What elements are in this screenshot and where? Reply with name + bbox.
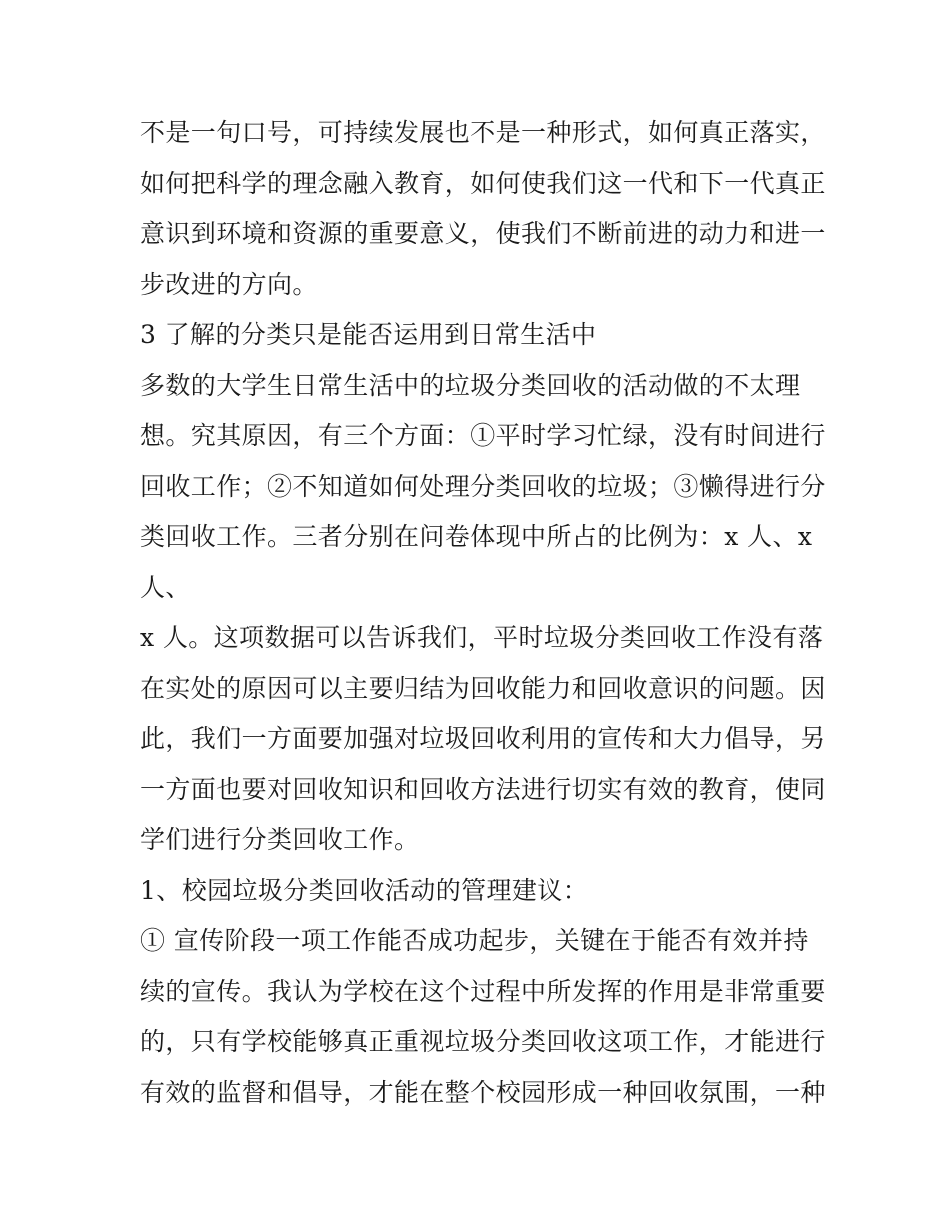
- text-line: x 人。这项数据可以告诉我们，平时垃圾分类回收工作没有落: [140, 623, 824, 652]
- section-heading-1: 1、校园垃圾分类回收活动的管理建议：: [140, 875, 589, 905]
- text-line: 想。究其原因，有三个方面：①平时学习忙绿，没有时间进行: [140, 421, 826, 450]
- text-line: 此，我们一方面要加强对垃圾回收利用的宣传和大力倡导，另: [140, 724, 826, 753]
- text-line: 不是一句口号，可持续发展也不是一种形式，如何真正落实，: [140, 118, 826, 147]
- text-line: 回收工作；②不知道如何处理分类回收的垃圾；③懒得进行分: [140, 471, 826, 501]
- text-line: 学们进行分类回收工作。: [140, 825, 420, 854]
- section-heading-3: 3 了解的分类只是能否运用到日常生活中: [140, 320, 597, 349]
- text-line: 续的宣传。我认为学校在这个过程中所发挥的作用是非常重要: [140, 976, 826, 1006]
- text-line: 多数的大学生日常生活中的垃圾分类回收的活动做的不太理: [140, 370, 801, 400]
- text-line: 一方面也要对回收知识和回收方法进行切实有效的教育，使同: [140, 774, 826, 804]
- text-line: 有效的监督和倡导，才能在整个校园形成一种回收氛围，一种: [140, 1077, 826, 1107]
- document-body: [140, 108, 826, 1118]
- text-line: 意识到环境和资源的重要意义，使我们不断前进的动力和进一: [140, 219, 826, 248]
- text-line: 的，只有学校能够真正重视垃圾分类回收这项工作，才能进行: [140, 1027, 826, 1056]
- text-line: 类回收工作。三者分别在问卷体现中所占的比例为：x 人、x: [140, 522, 813, 551]
- text-line: 人、: [140, 572, 191, 602]
- text-line: 步改进的方向。: [140, 269, 318, 299]
- text-line: 在实处的原因可以主要归结为回收能力和回收意识的问题。因: [140, 673, 826, 703]
- text-line: 如何把科学的理念融入教育，如何使我们这一代和下一代真正: [140, 168, 826, 198]
- text-line: ① 宣传阶段一项工作能否成功起步，关键在于能否有效并持: [140, 926, 809, 955]
